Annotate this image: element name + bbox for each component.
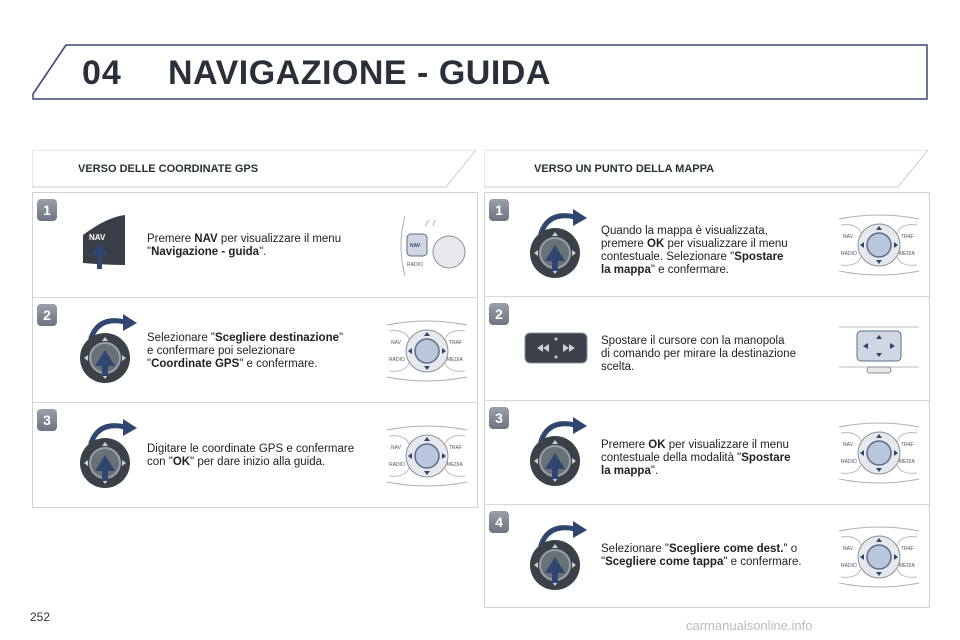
svg-text:RADIO: RADIO [389,357,405,363]
step-instruction: Quando la mappa è visualizzata, premere OK per visualizzare il menu contestuale. Selezionare "Spostare la mappa" e confermare. [601,225,788,276]
svg-text:RADIO: RADIO [841,563,857,569]
right-section-header [484,150,928,188]
dashboard-panel-illustration [385,214,469,283]
left-section-header [32,150,476,188]
svg-text:NAV: NAV [410,243,421,249]
svg-text:RADIO: RADIO [407,262,423,268]
dashboard-panel-illustration [837,213,921,282]
control-knob-illustration [73,308,149,393]
chapter-number: 04 [82,54,122,92]
step-number-badge: 1 [489,199,509,221]
svg-text:MEDIA: MEDIA [447,357,463,363]
step-row [485,297,929,401]
svg-text:MEDIA: MEDIA [899,251,915,257]
svg-text:TRAF: TRAF [449,340,463,346]
dashboard-panel-illustration [837,317,921,386]
svg-text:MEDIA: MEDIA [899,459,915,465]
svg-text:MEDIA: MEDIA [899,563,915,569]
step-instruction: Spostare il cursore con la manopola di comando per mirare la destinazione scelta. [601,335,796,373]
step-instruction: Selezionare "Scegliere come dest." o "Scegliere come tappa" e confermare. [601,543,802,568]
step-number-badge: 2 [37,304,57,326]
control-knob-illustration [523,515,599,600]
step-row [485,505,929,608]
svg-text:TRAF: TRAF [449,445,463,451]
step-instruction: Selezionare "Scegliere destinazione" e confermare poi selezionare "Coordinate GPS" e confermare. [147,332,344,370]
dashboard-panel-illustration [837,525,921,594]
svg-text:NAV: NAV [843,546,853,552]
right-steps-panel [484,192,930,608]
step-row [33,298,477,403]
watermark: carmanualsonline.info [686,618,813,633]
left-section-title: VERSO DELLE COORDINATE GPS [78,163,259,175]
left-steps-panel [32,192,478,508]
svg-text:NAV: NAV [391,445,401,451]
step-row [485,193,929,297]
step-number-badge: 1 [37,199,57,221]
dashboard-panel-illustration [837,421,921,490]
step-instruction: Premere OK per visualizzare il menu contestuale della modalità "Spostare la mappa". [601,439,791,477]
step-number-badge: 3 [489,407,509,429]
control-knob-illustration [523,203,599,288]
dashboard-panel-illustration [385,424,469,493]
svg-text:MEDIA: MEDIA [447,462,463,468]
svg-text:TRAF: TRAF [901,546,915,552]
svg-text:NAV: NAV [843,234,853,240]
chapter-title: NAVIGAZIONE - GUIDA [168,54,551,92]
page-number: 252 [30,610,51,624]
svg-text:TRAF: TRAF [901,442,915,448]
dashboard-panel-illustration [385,319,469,388]
step-instruction: Premere NAV per visualizzare il menu "Navigazione - guida". [147,233,342,258]
svg-text:TRAF: TRAF [901,234,915,240]
chapter-header [32,44,928,100]
control-knob-illustration [519,325,595,380]
svg-text:NAV: NAV [391,340,401,346]
nav-button-label: NAV [89,233,106,242]
step-number-badge: 2 [489,303,509,325]
step-row [485,401,929,505]
step-row [33,403,477,507]
svg-text:RADIO: RADIO [841,459,857,465]
svg-text:NAV: NAV [843,442,853,448]
step-instruction: Digitare le coordinate GPS e confermare con "OK" per dare inizio alla guida. [147,443,355,468]
step-row [33,193,477,298]
control-knob-illustration [77,213,137,278]
control-knob-illustration [73,413,149,498]
svg-text:RADIO: RADIO [841,251,857,257]
step-number-badge: 3 [37,409,57,431]
step-number-badge: 4 [489,511,509,533]
control-knob-illustration [523,411,599,496]
right-section-title: VERSO UN PUNTO DELLA MAPPA [534,163,715,175]
svg-text:RADIO: RADIO [389,462,405,468]
